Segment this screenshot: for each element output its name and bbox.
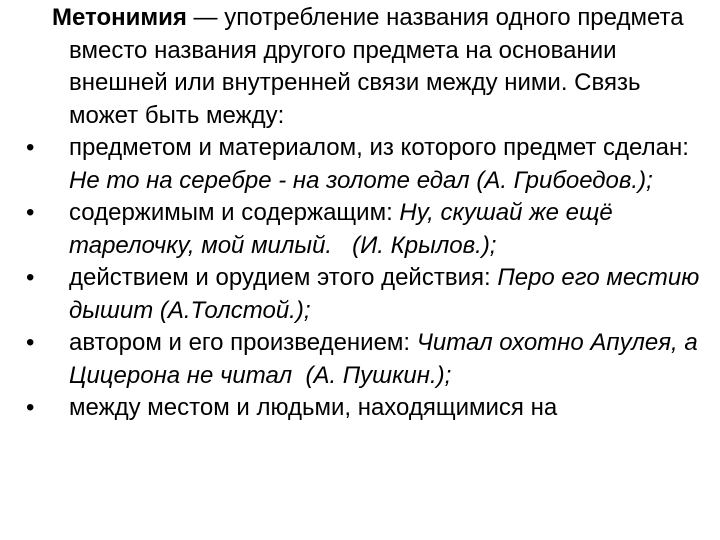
item-quote: Читал охотно Апулея, а Цицерона не читал (А. Пушкин.); bbox=[69, 329, 705, 389]
bullet-icon: • bbox=[26, 199, 35, 226]
item-text: автором и его произведением: bbox=[69, 329, 417, 356]
item-quote: Перо его местию дышит (А.Толстой.); bbox=[69, 264, 700, 324]
item-quote: Не то на серебре - на золоте едал (А. Грибоедов.); bbox=[69, 166, 653, 194]
relation-list bbox=[26, 132, 705, 425]
bullet-icon: • bbox=[26, 134, 35, 161]
item-text: содержимым и содержащим: bbox=[69, 199, 400, 226]
list-item bbox=[26, 262, 704, 327]
item-text: действием и орудием этого действия: bbox=[69, 264, 498, 291]
bullet-icon: • bbox=[26, 264, 35, 291]
bullet-icon: • bbox=[26, 329, 35, 356]
item-text: предметом и материалом, из которого предмет сделан: bbox=[69, 134, 689, 161]
definition-term: Метонимия bbox=[52, 4, 187, 31]
list-item bbox=[26, 197, 704, 262]
list-item bbox=[26, 392, 704, 425]
definition-text: — употребление названия одного предмета вместо названия другого предмета на основании внешней или внутренней связи между ними. Связь может быть между: bbox=[69, 4, 684, 129]
list-item bbox=[26, 327, 705, 392]
item-quote: Ну, скушай же ещё тарелочку, мой милый. (И. Крылов.); bbox=[69, 199, 620, 259]
definition-paragraph bbox=[44, 2, 704, 132]
slide-content bbox=[26, 2, 705, 425]
bullet-icon: • bbox=[26, 394, 35, 421]
list-item bbox=[26, 132, 704, 197]
item-text: между местом и людьми, находящимися на bbox=[69, 394, 558, 421]
